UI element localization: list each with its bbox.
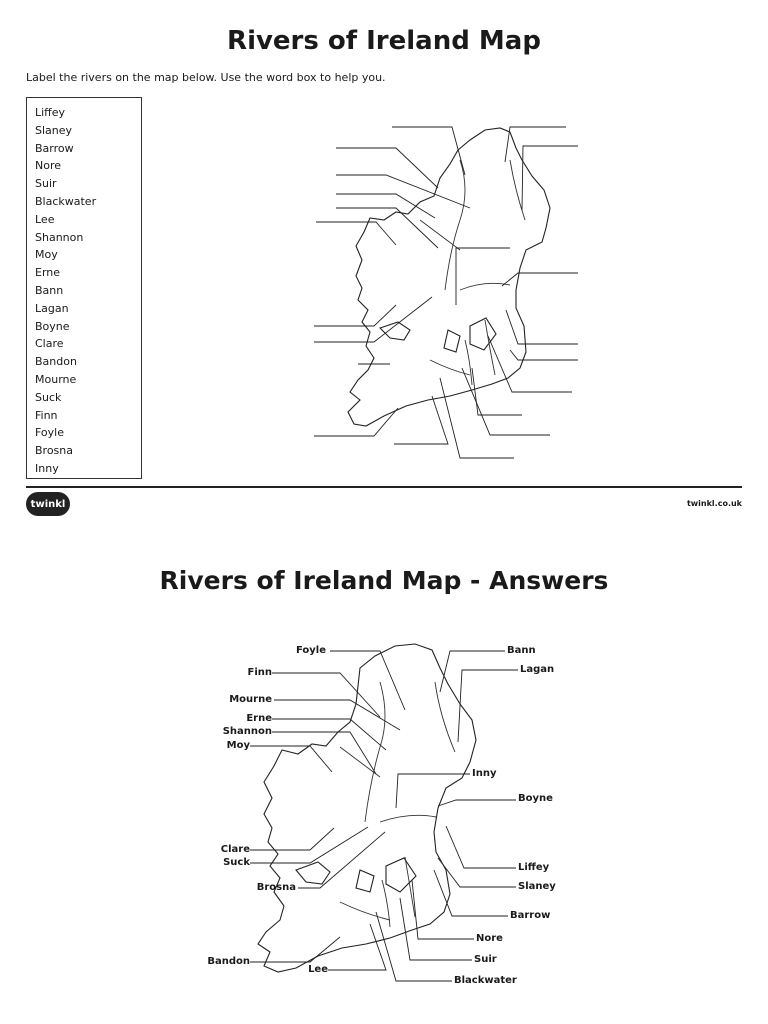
river-lines (420, 160, 525, 385)
label-inny: Inny (472, 768, 497, 779)
word-box-item: Liffey (35, 106, 66, 119)
word-box (26, 97, 142, 479)
word-box-item: Lagan (35, 301, 69, 315)
word-box-item: Barrow (35, 141, 74, 155)
label-moy: Moy (226, 740, 250, 751)
label-bandon: Bandon (207, 956, 250, 967)
label-shannon: Shannon (222, 726, 272, 737)
label-boyne: Boyne (518, 793, 553, 804)
label-foyle: Foyle (295, 645, 326, 656)
ireland-map-worksheet (310, 100, 585, 478)
site-url: twinkl.co.uk (686, 499, 742, 508)
word-box-item: Clare (35, 337, 64, 351)
twinkl-logo: twinkl (26, 492, 70, 516)
label-clare: Clare (220, 844, 250, 855)
ireland-coastline (348, 128, 550, 426)
label-finn: Finn (247, 667, 272, 678)
instructions: Label the rivers on the map below. Use the word box to help you. (26, 71, 386, 84)
word-box-item: Mourne (35, 372, 77, 386)
label-suck: Suck (223, 857, 250, 868)
worksheet-title: Rivers of Ireland Map (227, 26, 541, 56)
footer-divider (26, 486, 742, 488)
label-mourne: Mourne (229, 694, 272, 705)
word-box-item: Erne (35, 266, 61, 280)
word-box-item: Suck (35, 390, 62, 404)
word-box-item: Blackwater (35, 194, 97, 208)
word-box-item: Foyle (35, 426, 64, 440)
label-brosna: Brosna (256, 882, 296, 893)
word-box-item: Suir (35, 177, 57, 191)
word-box-item: Finn (35, 408, 58, 422)
word-box-item: Shannon (35, 230, 84, 244)
word-box-item: Slaney (35, 123, 73, 137)
word-box-item: Nore (35, 159, 62, 173)
word-box-item: Lee (35, 212, 55, 226)
label-slaney: Slaney (518, 881, 556, 892)
word-box-item: Boyne (35, 319, 70, 333)
label-lee: Lee (308, 964, 328, 975)
word-box-item: Brosna (35, 444, 74, 458)
label-blackwater: Blackwater (454, 975, 517, 986)
label-liffey: Liffey (518, 862, 550, 873)
word-box-item: Bandon (35, 355, 77, 369)
answers-title: Rivers of Ireland Map - Answers (159, 566, 609, 595)
label-lagan: Lagan (520, 664, 555, 675)
label-suir: Suir (474, 954, 497, 965)
label-barrow: Barrow (510, 910, 551, 921)
label-erne: Erne (246, 713, 272, 724)
label-bann: Bann (507, 645, 536, 656)
blank-leader-lines (314, 127, 578, 458)
word-box-item: Inny (35, 461, 59, 475)
word-box-item: Bann (35, 283, 64, 297)
label-nore: Nore (476, 933, 503, 944)
word-box-item: Moy (35, 248, 58, 262)
